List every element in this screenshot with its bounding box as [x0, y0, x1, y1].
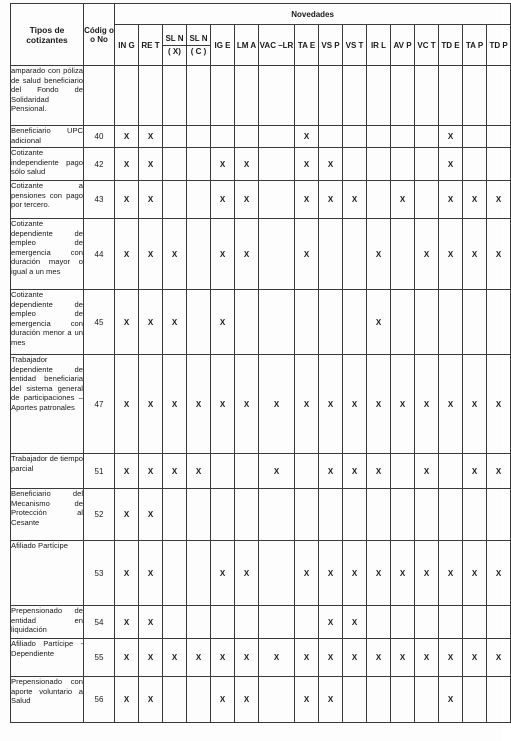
column-header-vst [343, 25, 367, 66]
mark-cell-irl: X [367, 290, 391, 355]
mark-cell-ige: X [211, 677, 235, 723]
mark-cell-tde: X [439, 639, 463, 677]
mark-cell-tae: X [295, 126, 319, 148]
cotizante-description: Afiliado Partícipe - Dependiente [11, 639, 84, 677]
mark-cell-ing: X [115, 181, 139, 219]
column-label-ige: IG E [214, 40, 231, 50]
mark-cell-vsp: X [319, 454, 343, 489]
mark-cell-tde [439, 290, 463, 355]
mark-cell-tap: X [463, 541, 487, 606]
codigo-header: Códig o o No [84, 4, 115, 66]
mark-cell-tdp [487, 290, 511, 355]
mark-cell-vst [343, 290, 367, 355]
mark-cell-tae: X [295, 181, 319, 219]
cotizante-code [84, 66, 115, 126]
mark-cell-tap [463, 66, 487, 126]
mark-cell-tdp [487, 489, 511, 541]
column-label-tde: TD E [441, 40, 460, 50]
column-header-sln_x [163, 25, 187, 66]
cotizante-description: Beneficiario del Mecanismo de Protección al Cesante [11, 489, 84, 541]
mark-cell-vac_lr: X [259, 639, 295, 677]
table-row [11, 489, 511, 541]
mark-cell-vac_lr [259, 181, 295, 219]
mark-cell-ret [139, 66, 163, 126]
mark-cell-vsp: X [319, 606, 343, 639]
mark-cell-vct: X [415, 219, 439, 290]
mark-cell-tdp: X [487, 355, 511, 454]
mark-cell-tdp [487, 126, 511, 148]
mark-cell-irl: X [367, 541, 391, 606]
mark-cell-ing [115, 66, 139, 126]
mark-cell-irl [367, 606, 391, 639]
column-header-lma [235, 25, 259, 66]
mark-cell-ret: X [139, 677, 163, 723]
column-header-vsp [319, 25, 343, 66]
mark-cell-irl: X [367, 454, 391, 489]
mark-cell-tap: X [463, 219, 487, 290]
mark-cell-tdp [487, 148, 511, 181]
mark-cell-tae [295, 66, 319, 126]
cotizante-code: 53 [84, 541, 115, 606]
novedades-table [10, 3, 511, 723]
mark-cell-vsp [319, 290, 343, 355]
mark-cell-sln_x: X [163, 290, 187, 355]
mark-cell-sln_x [163, 181, 187, 219]
column-sublabel-sln_c: ( C ) [187, 45, 210, 56]
mark-cell-lma [235, 66, 259, 126]
mark-cell-avp: X [391, 181, 415, 219]
mark-cell-ige: X [211, 219, 235, 290]
mark-cell-tap: X [463, 181, 487, 219]
cotizante-code: 56 [84, 677, 115, 723]
mark-cell-tdp: X [487, 181, 511, 219]
table-row [11, 606, 511, 639]
mark-cell-vac_lr [259, 489, 295, 541]
column-label-avp: AV P [393, 40, 412, 50]
cotizante-description: Afiliado Partícipe [11, 541, 84, 606]
mark-cell-vsp: X [319, 541, 343, 606]
mark-cell-vac_lr [259, 606, 295, 639]
cotizante-description: Beneficiario UPC adicional [11, 126, 84, 148]
mark-cell-vac_lr: X [259, 355, 295, 454]
mark-cell-ing: X [115, 606, 139, 639]
mark-cell-vsp: X [319, 148, 343, 181]
mark-cell-vct [415, 148, 439, 181]
mark-cell-irl: X [367, 355, 391, 454]
mark-cell-tae: X [295, 677, 319, 723]
mark-cell-vst: X [343, 355, 367, 454]
table-row [11, 126, 511, 148]
mark-cell-vsp: X [319, 677, 343, 723]
mark-cell-ret: X [139, 639, 163, 677]
mark-cell-ige: X [211, 148, 235, 181]
mark-cell-tde [439, 489, 463, 541]
mark-cell-sln_x: X [163, 454, 187, 489]
mark-cell-sln_x [163, 677, 187, 723]
mark-cell-vsp [319, 66, 343, 126]
mark-cell-tae: X [295, 355, 319, 454]
mark-cell-irl: X [367, 639, 391, 677]
mark-cell-ing: X [115, 454, 139, 489]
mark-cell-vsp: X [319, 355, 343, 454]
mark-cell-vac_lr [259, 66, 295, 126]
column-label-sln_x: SL N [165, 34, 184, 43]
mark-cell-ige: X [211, 290, 235, 355]
mark-cell-sln_c [187, 606, 211, 639]
mark-cell-ige [211, 66, 235, 126]
mark-cell-avp [391, 489, 415, 541]
cotizante-code: 44 [84, 219, 115, 290]
mark-cell-ret: X [139, 606, 163, 639]
mark-cell-sln_x [163, 489, 187, 541]
cotizante-code: 52 [84, 489, 115, 541]
cotizante-description: Trabajador dependiente de entidad beneficiaria del sistema general de participaciones – Aportes patronales [11, 355, 84, 454]
mark-cell-vst: X [343, 639, 367, 677]
mark-cell-avp [391, 126, 415, 148]
cotizante-description: Trabajador de tiempo parcial [11, 454, 84, 489]
mark-cell-sln_x: X [163, 219, 187, 290]
mark-cell-avp [391, 290, 415, 355]
mark-cell-sln_c [187, 181, 211, 219]
cotizante-code: 45 [84, 290, 115, 355]
column-header-ige [211, 25, 235, 66]
mark-cell-sln_c [187, 541, 211, 606]
mark-cell-lma [235, 290, 259, 355]
mark-cell-lma [235, 489, 259, 541]
mark-cell-ret: X [139, 489, 163, 541]
mark-cell-irl [367, 126, 391, 148]
column-header-tap [463, 25, 487, 66]
mark-cell-sln_x [163, 126, 187, 148]
mark-cell-ing: X [115, 148, 139, 181]
mark-cell-sln_c: X [187, 454, 211, 489]
mark-cell-vct [415, 489, 439, 541]
mark-cell-tap [463, 489, 487, 541]
mark-cell-avp: X [391, 355, 415, 454]
table-row [11, 181, 511, 219]
column-header-tdp [487, 25, 511, 66]
mark-cell-vac_lr [259, 541, 295, 606]
mark-cell-tde: X [439, 126, 463, 148]
mark-cell-lma: X [235, 677, 259, 723]
mark-cell-vsp [319, 126, 343, 148]
cotizante-code: 47 [84, 355, 115, 454]
mark-cell-tae [295, 489, 319, 541]
mark-cell-tde [439, 606, 463, 639]
cotizante-code: 54 [84, 606, 115, 639]
mark-cell-vct: X [415, 541, 439, 606]
mark-cell-sln_x [163, 606, 187, 639]
column-label-ret: RE T [141, 40, 160, 50]
column-label-tdp: TD P [489, 40, 508, 50]
mark-cell-lma: X [235, 355, 259, 454]
mark-cell-ing: X [115, 355, 139, 454]
mark-cell-tap: X [463, 639, 487, 677]
mark-cell-ret: X [139, 148, 163, 181]
mark-cell-ret: X [139, 219, 163, 290]
column-header-tde [439, 25, 463, 66]
mark-cell-tae: X [295, 219, 319, 290]
mark-cell-ige [211, 489, 235, 541]
mark-cell-ret: X [139, 181, 163, 219]
mark-cell-tap [463, 290, 487, 355]
mark-cell-vac_lr [259, 148, 295, 181]
column-label-vsp: VS P [321, 40, 340, 50]
table-row [11, 148, 511, 181]
cotizante-code: 51 [84, 454, 115, 489]
column-label-vct: VC T [417, 40, 436, 50]
cotizante-code: 55 [84, 639, 115, 677]
column-label-vst: VS T [345, 40, 364, 50]
column-header-sln_c [187, 25, 211, 66]
mark-cell-vst [343, 489, 367, 541]
mark-cell-tap [463, 677, 487, 723]
mark-cell-sln_c [187, 677, 211, 723]
column-label-vac_lr: VAC –LR [259, 40, 294, 50]
table-row [11, 355, 511, 454]
mark-cell-vct [415, 66, 439, 126]
mark-cell-lma: X [235, 541, 259, 606]
mark-cell-ing: X [115, 541, 139, 606]
mark-cell-vst: X [343, 181, 367, 219]
cotizante-code: 43 [84, 181, 115, 219]
mark-cell-lma: X [235, 181, 259, 219]
mark-cell-ret: X [139, 454, 163, 489]
mark-cell-tap [463, 148, 487, 181]
mark-cell-vsp: X [319, 181, 343, 219]
mark-cell-vac_lr [259, 677, 295, 723]
mark-cell-ing: X [115, 219, 139, 290]
mark-cell-sln_x: X [163, 639, 187, 677]
column-label-lma: LM A [236, 40, 257, 50]
mark-cell-lma: X [235, 639, 259, 677]
cotizante-code: 42 [84, 148, 115, 181]
mark-cell-vct [415, 677, 439, 723]
mark-cell-avp [391, 219, 415, 290]
mark-cell-vsp: X [319, 639, 343, 677]
mark-cell-vct: X [415, 355, 439, 454]
mark-cell-ret: X [139, 126, 163, 148]
cotizante-description: Prepensionado de entidad en liquidación [11, 606, 84, 639]
mark-cell-tap: X [463, 454, 487, 489]
mark-cell-tdp: X [487, 219, 511, 290]
mark-cell-sln_c [187, 290, 211, 355]
mark-cell-vst [343, 66, 367, 126]
mark-cell-tae [295, 290, 319, 355]
mark-cell-ige: X [211, 181, 235, 219]
mark-cell-vct [415, 181, 439, 219]
mark-cell-ige [211, 606, 235, 639]
mark-cell-ige: X [211, 541, 235, 606]
column-header-tae [295, 25, 319, 66]
mark-cell-tde: X [439, 148, 463, 181]
table-row [11, 219, 511, 290]
mark-cell-vac_lr [259, 219, 295, 290]
mark-cell-vst: X [343, 454, 367, 489]
mark-cell-irl [367, 148, 391, 181]
mark-cell-avp [391, 677, 415, 723]
mark-cell-tde: X [439, 219, 463, 290]
mark-cell-tde [439, 66, 463, 126]
mark-cell-avp: X [391, 541, 415, 606]
mark-cell-vst: X [343, 541, 367, 606]
table-row [11, 66, 511, 126]
mark-cell-vct [415, 126, 439, 148]
table-row [11, 454, 511, 489]
mark-cell-irl: X [367, 219, 391, 290]
cotizante-description: Cotizante independiente pago sólo salud [11, 148, 84, 181]
mark-cell-vsp [319, 489, 343, 541]
mark-cell-vst [343, 148, 367, 181]
column-header-irl [367, 25, 391, 66]
mark-cell-ige [211, 126, 235, 148]
mark-cell-tap [463, 606, 487, 639]
mark-cell-tdp: X [487, 639, 511, 677]
mark-cell-lma [235, 126, 259, 148]
mark-cell-tdp [487, 66, 511, 126]
column-label-tae: TA E [297, 40, 316, 50]
mark-cell-irl [367, 66, 391, 126]
mark-cell-tde: X [439, 677, 463, 723]
mark-cell-tdp: X [487, 541, 511, 606]
tipos-header: Tipos de cotizantes [11, 4, 84, 66]
mark-cell-tdp [487, 606, 511, 639]
mark-cell-vct: X [415, 454, 439, 489]
mark-cell-lma [235, 606, 259, 639]
column-header-vct [415, 25, 439, 66]
mark-cell-ing: X [115, 677, 139, 723]
mark-cell-avp: X [391, 639, 415, 677]
cotizante-description: Cotizante dependiente de empleo de emergencia con duración menor a un mes [11, 290, 84, 355]
table-row [11, 639, 511, 677]
cotizante-description: Cotizante a pensiones con pago por tercero. [11, 181, 84, 219]
column-sublabel-sln_x: ( X) [163, 45, 186, 56]
column-header-avp [391, 25, 415, 66]
mark-cell-tae: X [295, 639, 319, 677]
mark-cell-tdp [487, 677, 511, 723]
column-header-ing [115, 25, 139, 66]
mark-cell-vct: X [415, 639, 439, 677]
column-header-vac_lr [259, 25, 295, 66]
mark-cell-ret: X [139, 541, 163, 606]
mark-cell-sln_c [187, 148, 211, 181]
mark-cell-sln_x [163, 541, 187, 606]
mark-cell-vst: X [343, 606, 367, 639]
mark-cell-ret: X [139, 355, 163, 454]
mark-cell-vct [415, 290, 439, 355]
mark-cell-vac_lr: X [259, 454, 295, 489]
mark-cell-tae: X [295, 541, 319, 606]
cotizante-code: 40 [84, 126, 115, 148]
mark-cell-tap [463, 126, 487, 148]
mark-cell-sln_c [187, 126, 211, 148]
mark-cell-tde: X [439, 355, 463, 454]
mark-cell-sln_c [187, 219, 211, 290]
column-label-tap: TA P [465, 40, 484, 50]
column-label-ing: IN G [118, 40, 135, 50]
mark-cell-ing: X [115, 290, 139, 355]
mark-cell-vst [343, 126, 367, 148]
mark-cell-avp [391, 606, 415, 639]
mark-cell-ing: X [115, 639, 139, 677]
mark-cell-sln_c [187, 66, 211, 126]
mark-cell-tdp: X [487, 454, 511, 489]
mark-cell-ing: X [115, 489, 139, 541]
table-body [11, 66, 511, 723]
cotizante-description: amparado con póliza de salud beneficiario del Fondo de Solidaridad Pensional. [11, 66, 84, 126]
table-row [11, 677, 511, 723]
mark-cell-vst [343, 677, 367, 723]
mark-cell-irl [367, 677, 391, 723]
mark-cell-tde: X [439, 541, 463, 606]
mark-cell-tap: X [463, 355, 487, 454]
mark-cell-ige: X [211, 355, 235, 454]
mark-cell-tde [439, 454, 463, 489]
table-row [11, 541, 511, 606]
mark-cell-tae: X [295, 148, 319, 181]
column-label-sln_c: SL N [189, 34, 208, 43]
mark-cell-sln_c: X [187, 639, 211, 677]
mark-cell-vac_lr [259, 126, 295, 148]
mark-cell-irl [367, 489, 391, 541]
cotizante-description: Cotizante dependiente de empleo de emergencia con duración mayor o igual a un mes [11, 219, 84, 290]
table-row [11, 290, 511, 355]
mark-cell-sln_x: X [163, 355, 187, 454]
mark-cell-sln_c [187, 489, 211, 541]
mark-cell-vac_lr [259, 290, 295, 355]
mark-cell-lma: X [235, 219, 259, 290]
column-label-irl: IR L [370, 40, 387, 50]
mark-cell-vsp [319, 219, 343, 290]
mark-cell-tde: X [439, 181, 463, 219]
mark-cell-avp [391, 148, 415, 181]
mark-cell-ige [211, 454, 235, 489]
mark-cell-avp [391, 454, 415, 489]
mark-cell-lma: X [235, 148, 259, 181]
mark-cell-sln_x [163, 66, 187, 126]
mark-cell-sln_x [163, 148, 187, 181]
mark-cell-sln_c: X [187, 355, 211, 454]
mark-cell-tae [295, 606, 319, 639]
mark-cell-vct [415, 606, 439, 639]
column-header-ret [139, 25, 163, 66]
mark-cell-avp [391, 66, 415, 126]
mark-cell-lma [235, 454, 259, 489]
cotizante-description: Prepensionado con aporte voluntario a Salud [11, 677, 84, 723]
mark-cell-ing: X [115, 126, 139, 148]
mark-cell-ret: X [139, 290, 163, 355]
mark-cell-vst [343, 219, 367, 290]
mark-cell-tae [295, 454, 319, 489]
mark-cell-ige: X [211, 639, 235, 677]
mark-cell-irl [367, 181, 391, 219]
novedades-header: Novedades [115, 4, 511, 25]
